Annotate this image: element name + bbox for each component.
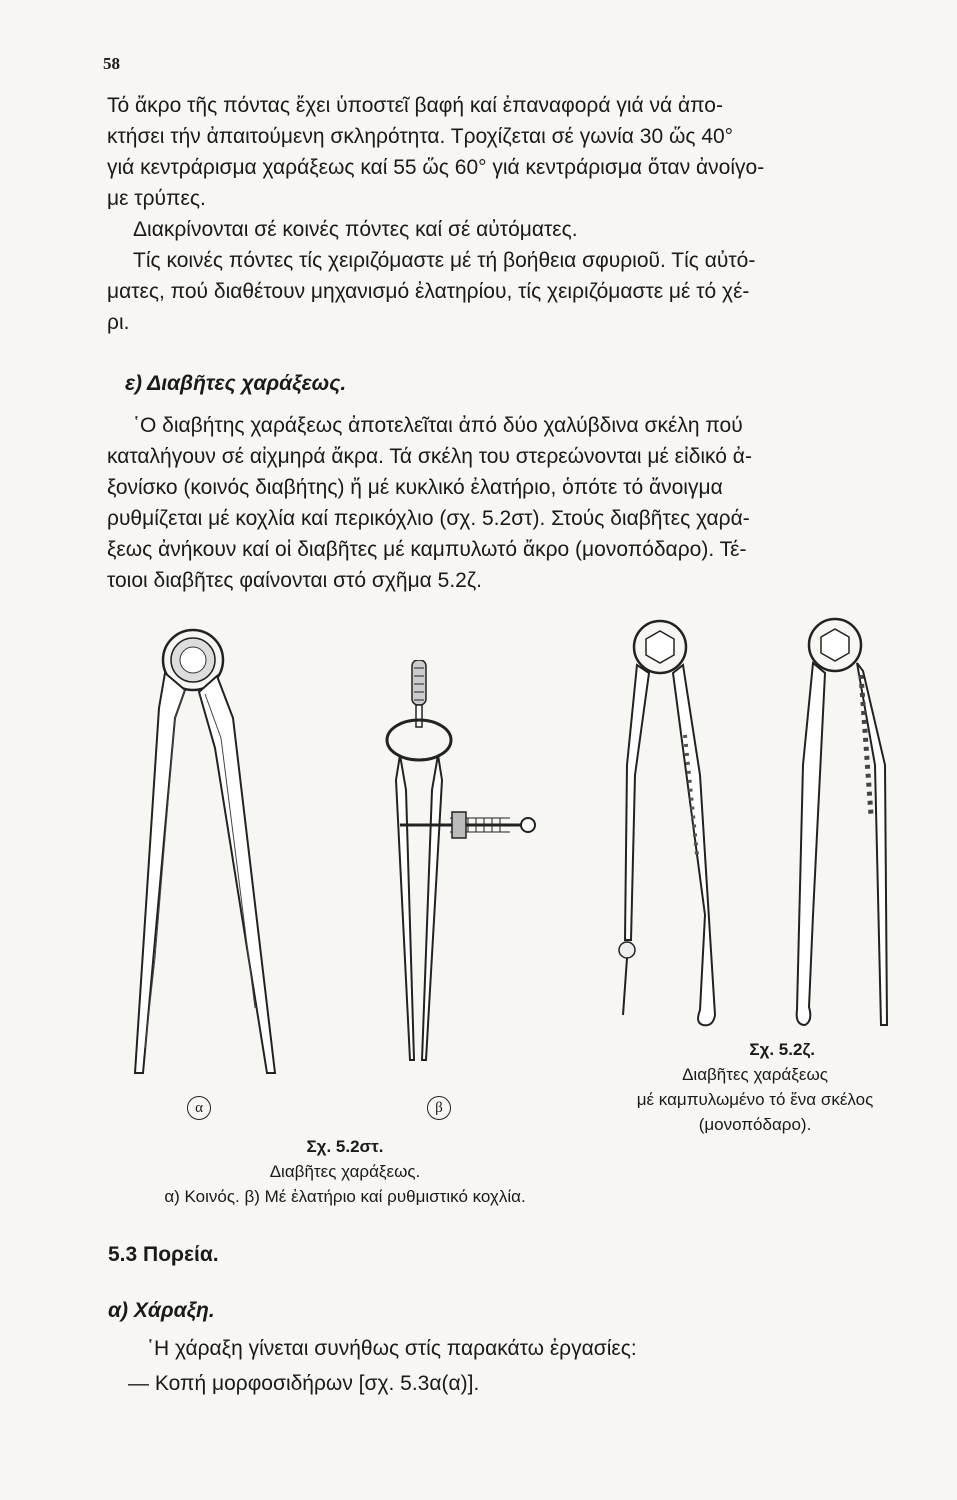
section-heading-e: ε) Διαβῆτες χαράξεως. [125, 372, 347, 395]
text-line: γιά κεντράρισμα χαράξεως καί 55 ὥς 60° γιά κεντράρισμα ὅταν ἀνοίγο- [107, 156, 765, 179]
caption-line: Διαβῆτες χαράξεως [682, 1065, 828, 1084]
marking-paragraph [147, 1333, 947, 1364]
section-heading-5-3: 5.3 Πορεία. [108, 1243, 219, 1266]
figure-label-b: β [427, 1096, 451, 1120]
dividers-paragraph [107, 410, 907, 596]
page-number: 58 [103, 54, 120, 73]
text-line: ματες, πού διαθέτουν μηχανισμό ἐλατηρίου, τίς χειριζόμαστε μέ τό χέ- [107, 280, 750, 303]
caption-title: Σχ. 5.2στ. [306, 1137, 384, 1156]
text-line: ρυθμίζεται μέ κοχλία καί περικόχλιο (σχ. 5.2στ). Στούς διαβῆτες χαρά- [107, 507, 750, 530]
text-line: ῾Ο διαβήτης χαράξεως ἀποτελεῖται ἀπό δύο χαλύβδινα σκέλη πού [133, 414, 743, 437]
text-line: με τρύπες. [107, 187, 206, 210]
plain-divider-illustration [115, 628, 295, 1078]
text-line: ξονίσκο (κοινός διαβήτης) ἤ μέ κυκλικό ἐλατήριο, ὁπότε τό ἄνοιγμα [107, 476, 723, 499]
caption-line: α) Κοινός. β) Μέ ἐλατήριο καί ρυθμιστικό κοχλία. [164, 1187, 526, 1206]
text-line: ῾Η χάραξη γίνεται συνήθως στίς παρακάτω ἐργασίες: [147, 1337, 637, 1360]
text-line: Τό ἄκρο τῆς πόντας ἔχει ὑποστεῖ βαφή καί ἐπαναφορά γιά νά ἀπο- [107, 94, 723, 117]
caption-line: (μονοπόδαρο). [698, 1115, 812, 1134]
section-heading-a: α) Χάραξη. [108, 1299, 215, 1322]
curved-leg-dividers-illustration [605, 615, 900, 1035]
text-line: καταλήγουν σέ αἰχμηρά ἄκρα. Τά σκέλη του στερεώνονται μέ εἰδικό ἀ- [107, 445, 752, 468]
text-line: τοιοι διαβῆτες φαίνονται στό σχῆμα 5.2ζ. [107, 569, 482, 592]
figure-label-a: α [187, 1096, 211, 1120]
text-line: ρι. [107, 311, 130, 334]
figure-caption-5-2st [105, 1137, 585, 1207]
text-line: ξεως ἀνήκουν καί οἱ διαβῆτες μέ καμπυλωτό ἄκρο (μονοπόδαρο). Τέ- [107, 538, 747, 561]
caption-line: Διαβῆτες χαράξεως. [269, 1162, 421, 1181]
usage-paragraph [107, 245, 907, 338]
text-line: Διακρίνονται σέ κοινές πόντες καί σέ αὐτόματες. [133, 218, 578, 241]
intro-paragraph [107, 90, 907, 214]
spring-divider-illustration [370, 660, 545, 1070]
types-paragraph [133, 214, 933, 245]
list-item: — Κοπή μορφοσιδήρων [σχ. 5.3α(α)]. [128, 1372, 480, 1395]
figure-caption-5-2z [600, 1040, 910, 1135]
caption-title: Σχ. 5.2ζ. [749, 1040, 815, 1059]
text-line: κτήσει τήν ἀπαιτούμενη σκληρότητα. Τροχίζεται σέ γωνία 30 ὥς 40° [107, 125, 734, 148]
caption-line: μέ καμπυλωμένο τό ἕνα σκέλος [636, 1090, 874, 1109]
text-line: Τίς κοινές πόντες τίς χειριζόμαστε μέ τή βοήθεια σφυριοῦ. Τίς αὐτό- [133, 249, 756, 272]
